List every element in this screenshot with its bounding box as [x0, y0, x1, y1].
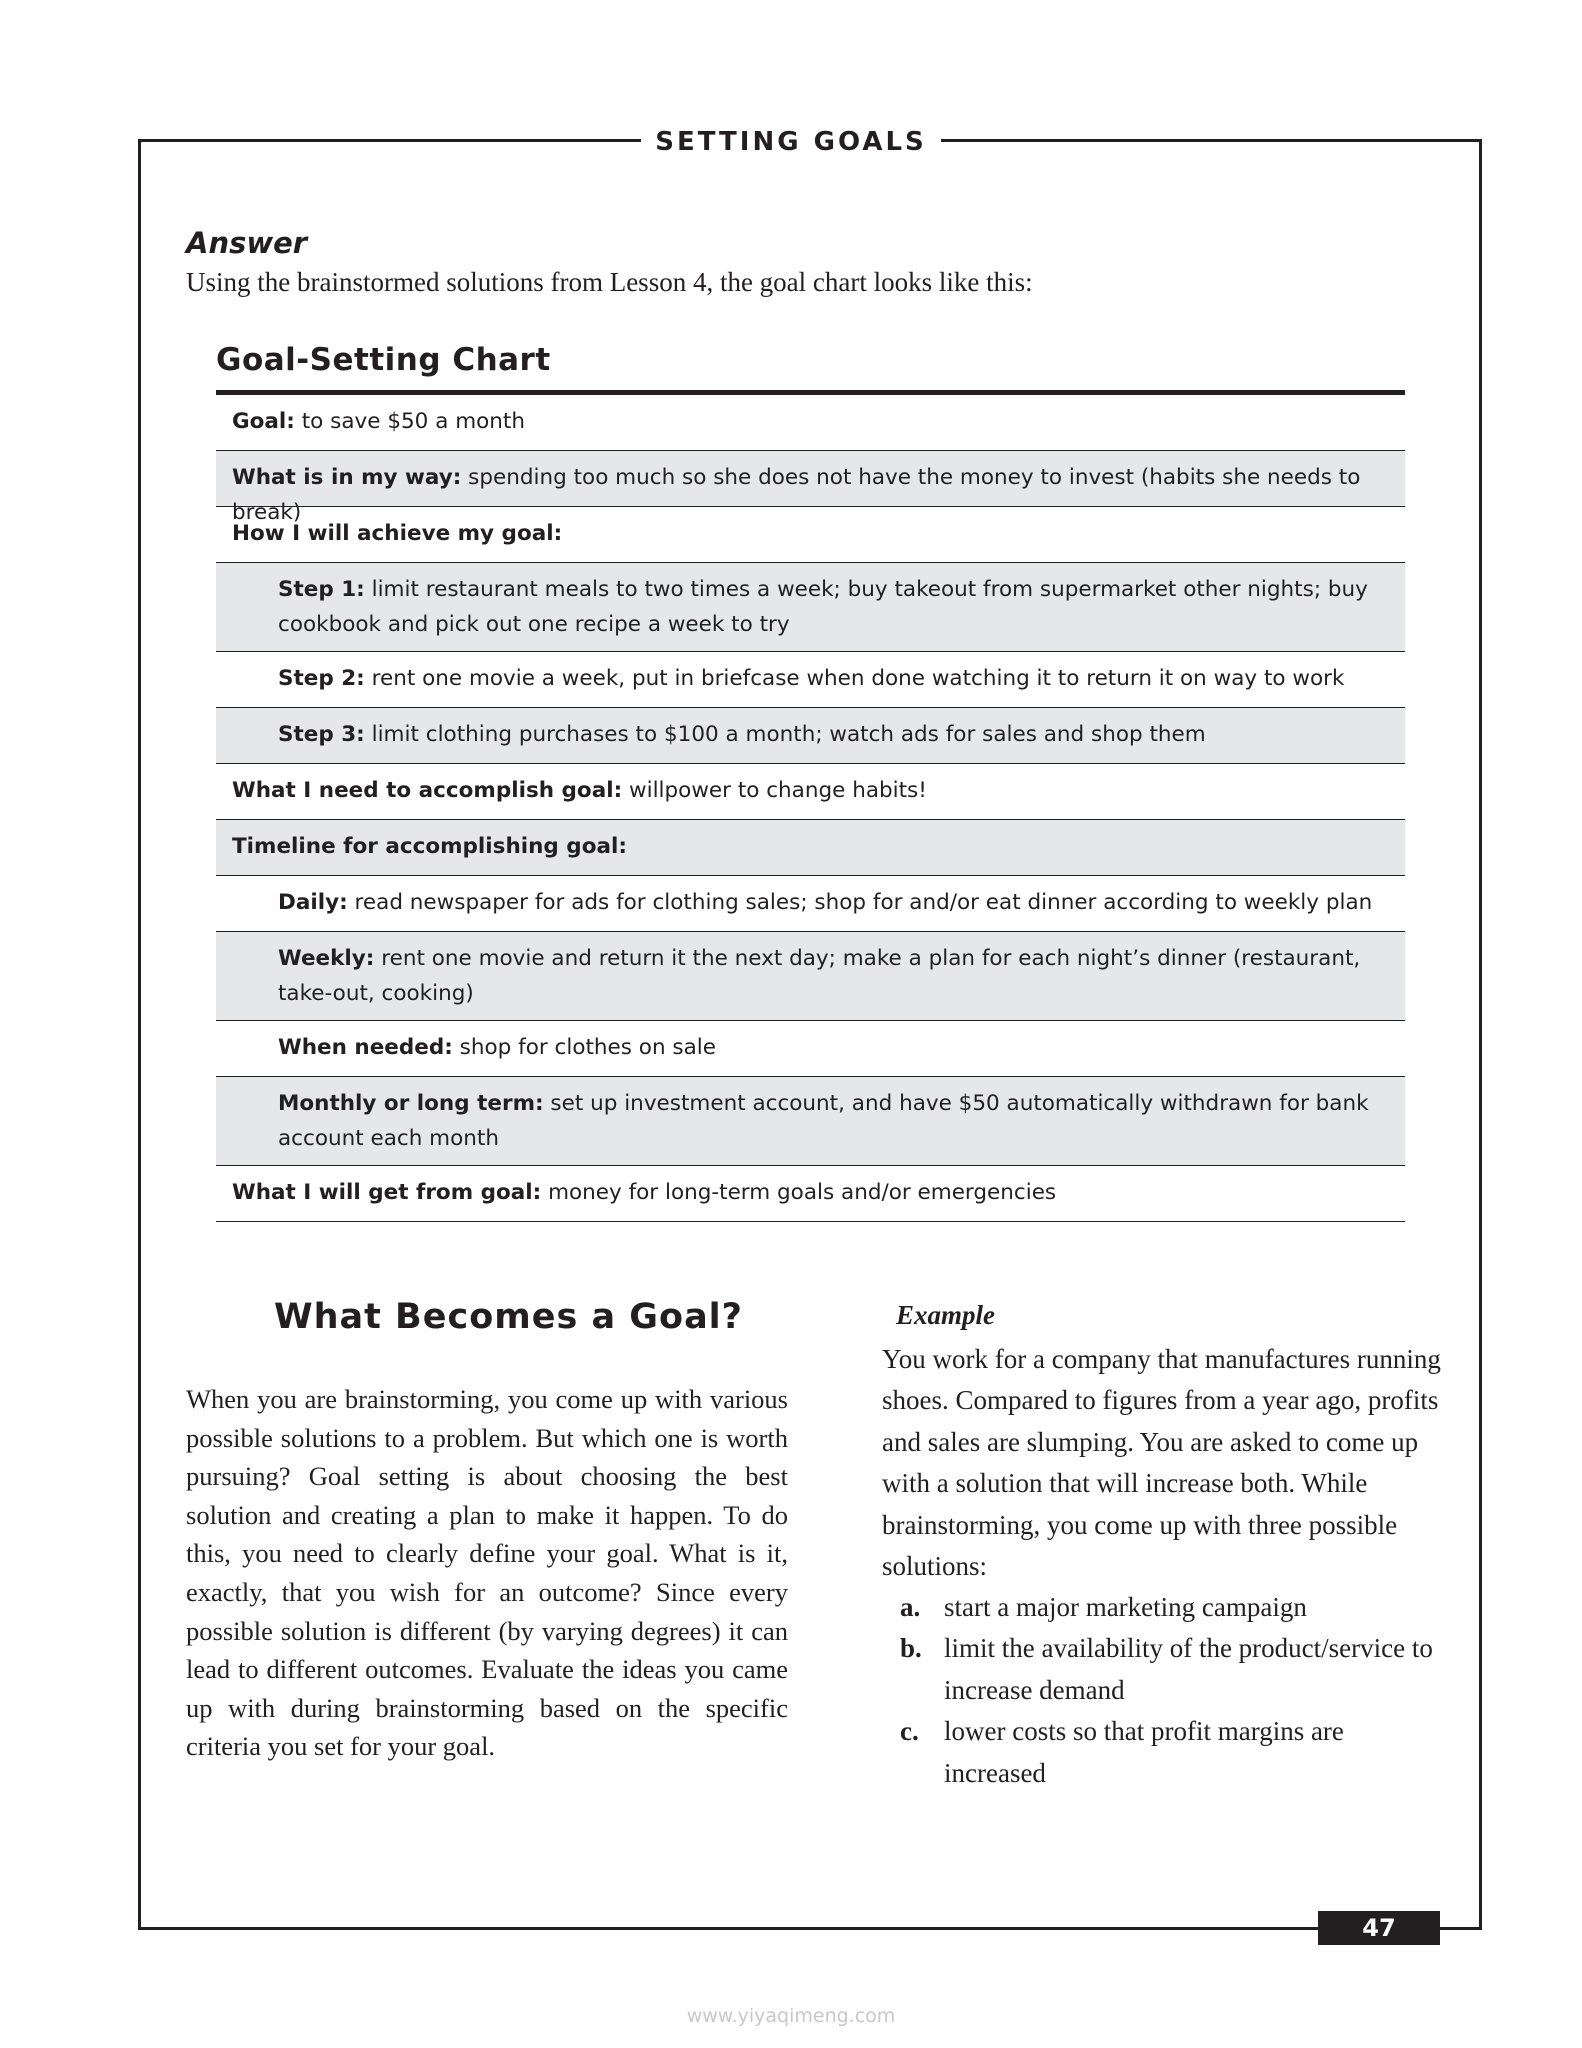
row-label: When needed: [278, 1035, 453, 1060]
answer-intro: Using the brainstormed solutions from Lesson 4, the goal chart looks like this: [186, 267, 1033, 297]
list-item [882, 1587, 1442, 1628]
answer-heading: Answer [186, 226, 308, 260]
row-text: set up investment account, and have $50 automatically withdrawn for bank account each month [278, 1091, 1369, 1151]
list-item-letter: a. [900, 1592, 921, 1622]
chart-row-how [216, 507, 1405, 563]
chart-title: Goal-Setting Chart [216, 342, 1405, 395]
row-label: Daily: [278, 890, 348, 915]
row-text: money for long-term goals and/or emergencies [541, 1180, 1057, 1205]
row-label: What I will get from goal: [232, 1180, 542, 1205]
chart-row-monthly [216, 1077, 1405, 1166]
example-heading: Example [896, 1300, 995, 1330]
list-item-letter: b. [900, 1633, 922, 1664]
row-label: Goal: [232, 409, 295, 434]
row-label: Step 2: [278, 666, 365, 691]
chart-row-need [216, 764, 1405, 820]
chart-row-obstacle [216, 451, 1405, 525]
chart-row-daily [216, 876, 1405, 932]
goal-setting-chart [216, 342, 1405, 1222]
row-text: rent one movie a week, put in briefcase when done watching it to return it on way to work [364, 666, 1345, 691]
chart-row-step-1 [216, 563, 1405, 652]
list-item [882, 1711, 1442, 1794]
row-label: Step 1: [278, 577, 365, 602]
section-heading: What Becomes a Goal? [274, 1297, 743, 1337]
row-label: What I need to accomplish goal: [232, 778, 623, 803]
chart-row-goal [216, 395, 1405, 451]
row-label: How I will achieve my goal: [232, 521, 563, 546]
running-header [0, 127, 1582, 157]
row-label: Step 3: [278, 722, 365, 747]
list-item-text: limit the availability of the product/service to increase demand [944, 1633, 1433, 1705]
row-text: to save $50 a month [294, 409, 525, 434]
row-label: Timeline for accomplishing goal: [232, 834, 627, 859]
row-text: limit clothing purchases to $100 a month; watch ads for sales and shop them [364, 722, 1206, 747]
row-text: spending too much so she does not have the money to invest (habits she needs to break) [232, 465, 1361, 525]
row-label: Weekly: [278, 946, 375, 971]
row-text: shop for clothes on sale [452, 1035, 716, 1060]
chart-row-timeline [216, 820, 1405, 876]
example-paragraph: You work for a company that manufactures running shoes. Compared to figures from a year ago, profits and sales are slumping. You are asked to come up with a solution that will increase both. While brainstorming, you come up with three possible solutions: [882, 1344, 1441, 1582]
watermark: www.yiyaqimeng.com [686, 2005, 896, 2027]
row-label: What is in my way: [232, 465, 462, 490]
chart-row-when-needed [216, 1021, 1405, 1077]
row-text: read newspaper for ads for clothing sales; shop for and/or eat dinner according to weekly plan [347, 890, 1373, 915]
list-item-letter: c. [900, 1716, 919, 1747]
section-paragraph: When you are brainstorming, you come up with various possible solutions to a problem. But which one is worth pursuing? Goal setting is about choosing the best solution and creating a plan to make it happen. To do this, you need to clearly define your goal. What is it, exactly, that you wish for an outcome? Since every possible solution is different (by varying degrees) it can lead to different outcomes. Evaluate the ideas you came up with during brainstorming based on the specific criteria you set for your goal. [186, 1384, 788, 1762]
list-item-text: start a major marketing campaign [944, 1592, 1307, 1622]
row-label: Monthly or long term: [278, 1091, 544, 1116]
chart-row-benefit [216, 1166, 1405, 1222]
chart-row-step-3 [216, 708, 1405, 764]
page-number: 47 [1318, 1911, 1440, 1945]
list-item-text: lower costs so that profit margins are increased [944, 1716, 1344, 1788]
header-title: SETTING GOALS [641, 127, 941, 157]
row-text: rent one movie and return it the next day; make a plan for each night’s dinner (restaurant, take-out, cooking) [278, 946, 1361, 1006]
row-text: limit restaurant meals to two times a week; buy takeout from supermarket other nights; buy cookbook and pick out one recipe a week to try [278, 577, 1368, 637]
solutions-list [882, 1587, 1442, 1794]
chart-row-weekly [216, 932, 1405, 1021]
list-item [882, 1628, 1442, 1711]
row-text: willpower to change habits! [622, 778, 927, 803]
chart-row-step-2 [216, 652, 1405, 708]
